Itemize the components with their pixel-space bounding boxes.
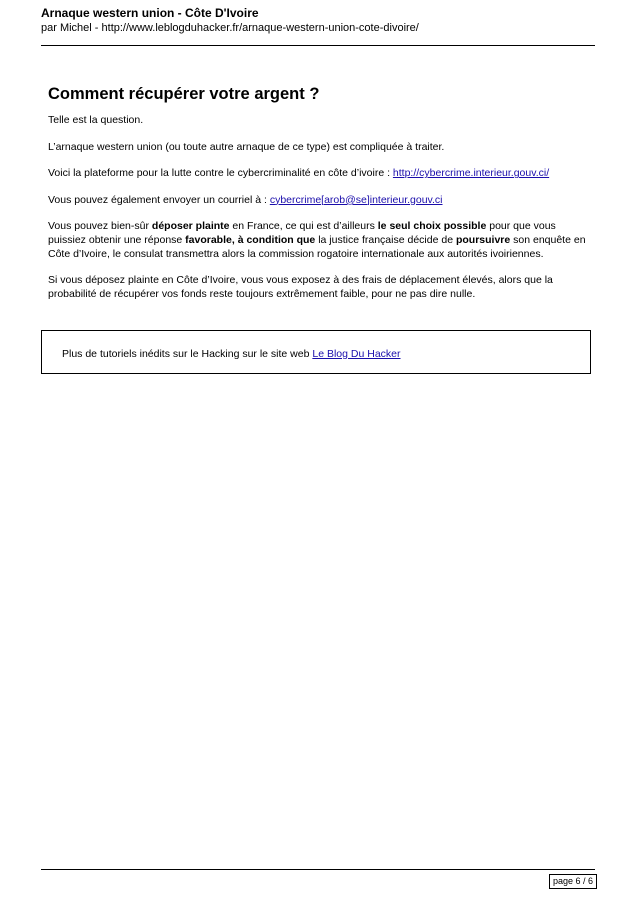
document-title: Arnaque western union - Côte D'Ivoire: [41, 6, 259, 20]
complaint-bold-4: poursuivre: [455, 233, 511, 246]
platform-link[interactable]: http://cybercrime.interieur.gouv.ci/: [392, 167, 550, 180]
article-heading: Comment récupérer votre argent ?: [48, 85, 320, 103]
promo-box: [41, 330, 591, 374]
complaint-bold-2: le seul choix possible: [377, 220, 487, 233]
complaint-bold-1: déposer plainte: [151, 220, 230, 233]
complaint-bold-3: favorable, à condition que: [185, 233, 316, 246]
email-link[interactable]: cybercrime[arob@se]interieur.gouv.ci: [269, 193, 443, 206]
paragraph-complaint: [48, 220, 593, 261]
footer-divider: [41, 869, 595, 870]
promo-link[interactable]: Le Blog Du Hacker: [312, 348, 401, 360]
complaint-text-5: son enquête en Côte d’Ivoire, le consulat transmettra alors la commission rogatoire internationale aux autorités ivoiriennes.: [48, 233, 586, 260]
email-text: Vous pouvez également envoyer un courriel à :: [48, 193, 270, 206]
promo-line: [62, 348, 401, 361]
platform-text: Voici la plateforme pour la lutte contre le cybercriminalité en côte d’ivoire :: [48, 167, 393, 180]
paragraph-email: [48, 194, 593, 208]
header-divider: [41, 45, 595, 46]
complaint-text-2: en France, ce qui est d’ailleurs: [229, 220, 378, 233]
complaint-text-3: pour que vous puissiez obtenir une réponse: [48, 220, 556, 246]
paragraph-question: Telle est la question.: [48, 114, 144, 126]
page-number: page 6 / 6: [549, 874, 597, 889]
page-header: [41, 4, 595, 35]
promo-text: Plus de tutoriels inédits sur le Hacking sur le site web: [62, 348, 313, 360]
article-body: [48, 84, 593, 314]
document-byline: par Michel - http://www.leblogduhacker.fr/arnaque-western-union-cote-divoire/: [41, 22, 419, 34]
complaint-text-4: la justice française décide de: [315, 233, 456, 246]
paragraph-platform: [48, 167, 593, 181]
paragraph-intro: L’arnaque western union (ou toute autre arnaque de ce type) est compliquée à traiter.: [48, 140, 445, 153]
paragraph-ivory-coast: Si vous déposez plainte en Côte d’Ivoire, vous vous exposez à des frais de déplacement élevés, alors que la probabilité de récupérer vos fonds reste toujours extrêmement faible, pour ne pas dire nulle.: [48, 274, 553, 300]
complaint-text-1: Vous pouvez bien-sûr: [48, 220, 152, 233]
